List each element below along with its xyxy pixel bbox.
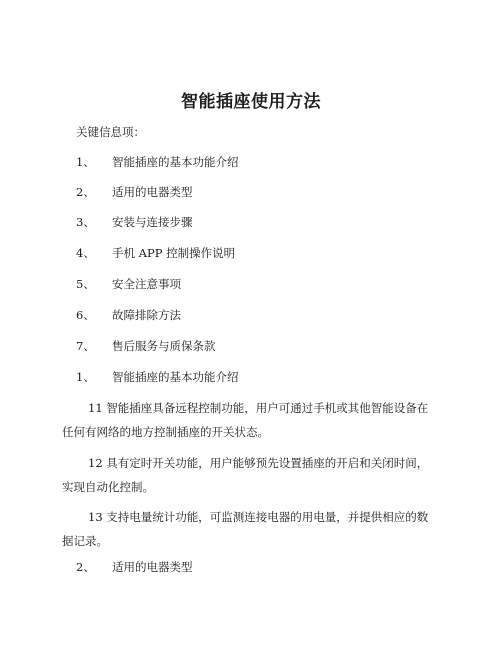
section-heading-1 <box>76 369 239 385</box>
section-number: 2、 <box>76 560 95 574</box>
section-number: 1、 <box>76 370 95 384</box>
outline-item-number: 2、 <box>76 185 95 199</box>
outline-item-text: 手机 APP 控制操作说明 <box>112 246 236 260</box>
outline-item-number: 1、 <box>76 155 95 169</box>
outline-item-number: 7、 <box>76 339 95 353</box>
outline-item-number: 3、 <box>76 215 95 229</box>
outline-item-text: 适用的电器类型 <box>112 185 193 199</box>
outline-item-text: 智能插座的基本功能介绍 <box>112 155 239 169</box>
outline-item-text: 故障排除方法 <box>112 308 181 322</box>
intro-label: 关键信息项： <box>76 125 145 139</box>
section-heading-text: 适用的电器类型 <box>112 560 193 574</box>
outline-item-number: 5、 <box>76 277 95 291</box>
outline-item-text: 售后服务与质保条款 <box>112 339 216 353</box>
section-heading-text: 智能插座的基本功能介绍 <box>112 370 239 384</box>
paragraph-1-1: 11 智能插座具备远程控制功能，用户可通过手机或其他智能设备在任何有网络的地方控制插座的开关状态。 <box>62 401 429 439</box>
outline-item-5 <box>76 276 181 292</box>
paragraph-1-2: 12 具有定时开关功能，用户能够预先设置插座的开启和关闭时间，实现自动化控制。 <box>62 456 429 494</box>
outline-item-3 <box>76 214 193 230</box>
outline-item-6 <box>76 307 181 323</box>
outline-item-1 <box>76 154 239 170</box>
outline-item-number: 4、 <box>76 246 95 260</box>
outline-item-number: 6、 <box>76 308 95 322</box>
outline-item-text: 安装与连接步骤 <box>112 215 193 229</box>
document-title: 智能插座使用方法 <box>181 92 321 112</box>
outline-item-2 <box>76 184 193 200</box>
paragraph-1-3: 13 支持电量统计功能，可监测连接电器的用电量，并提供相应的数据记录。 <box>62 510 429 548</box>
outline-item-text: 安全注意事项 <box>112 277 181 291</box>
outline-item-4 <box>76 245 235 261</box>
outline-item-7 <box>76 338 216 354</box>
section-heading-2 <box>76 559 193 575</box>
